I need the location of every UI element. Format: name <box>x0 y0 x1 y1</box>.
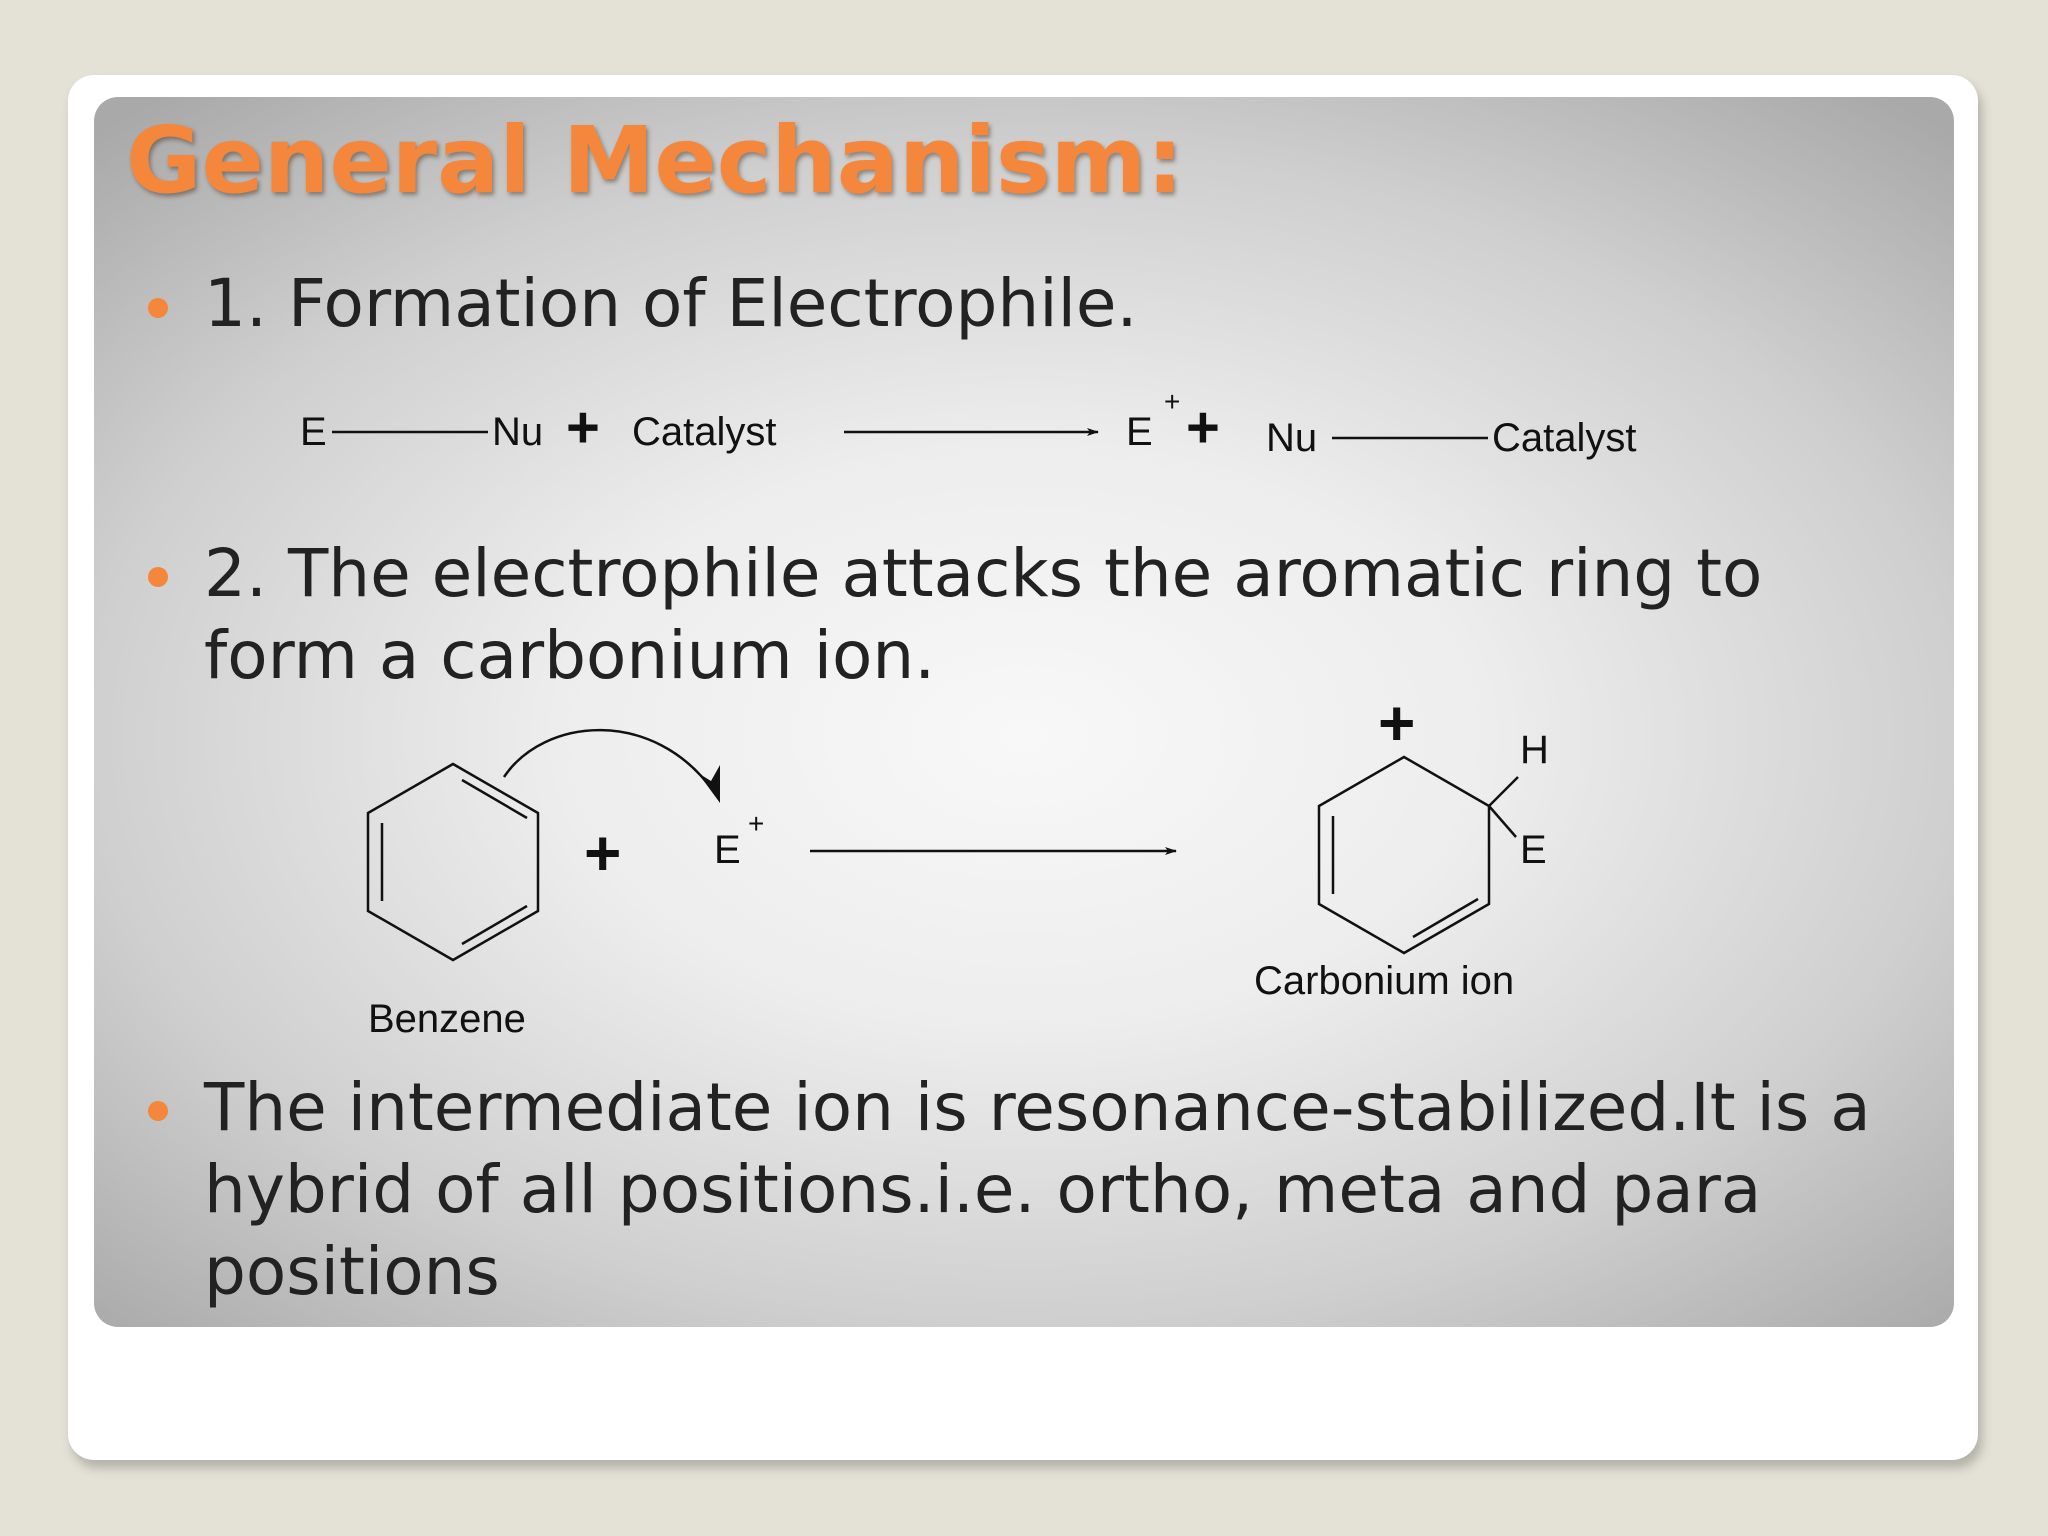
carbonium-ion-label: Carbonium ion <box>1254 959 1515 1003</box>
product-electrophile: E <box>1126 410 1153 454</box>
hydrogen-atom: H <box>1520 728 1549 772</box>
bullet-electrophile-attack: 2. The electrophile attacks the aromatic ring to form a carbonium ion. <box>204 535 1763 694</box>
product-catalyst: Catalyst <box>1492 416 1637 460</box>
positive-charge: + <box>1164 386 1181 417</box>
carbonium-ion-structure <box>1319 757 1518 953</box>
electrophile-formation-equation <box>300 386 1637 460</box>
carbocation-charge: + <box>1378 687 1416 759</box>
plus-sign: + <box>1186 395 1220 460</box>
electrophilic-attack-equation <box>368 687 1549 1041</box>
plus-sign: + <box>566 395 600 460</box>
curved-arrowhead <box>698 765 720 803</box>
electrophile-charge: + <box>748 808 765 839</box>
plus-sign: + <box>584 817 622 889</box>
substituent-e: E <box>1520 828 1547 872</box>
product-nu: Nu <box>1266 416 1318 460</box>
curved-arrow-icon <box>504 730 714 792</box>
bullet-resonance-stabilized: The intermediate ion is resonance-stabilized.It is a hybrid of all positions.i.e. ortho, meta and para positions <box>204 1069 1871 1310</box>
slide-title: General Mechanism: <box>126 107 1184 214</box>
slide-content-panel <box>94 97 1954 1327</box>
electrophile: E <box>714 828 741 872</box>
reactant-nu: Nu <box>492 410 544 454</box>
benzene-structure <box>368 764 538 960</box>
benzene-label: Benzene <box>368 997 526 1041</box>
bullet-formation-of-electrophile: 1. Formation of Electrophile. <box>204 265 1138 342</box>
reaction-diagrams <box>94 97 1954 1327</box>
reactant-e: E <box>300 410 327 454</box>
reactant-catalyst: Catalyst <box>632 410 777 454</box>
